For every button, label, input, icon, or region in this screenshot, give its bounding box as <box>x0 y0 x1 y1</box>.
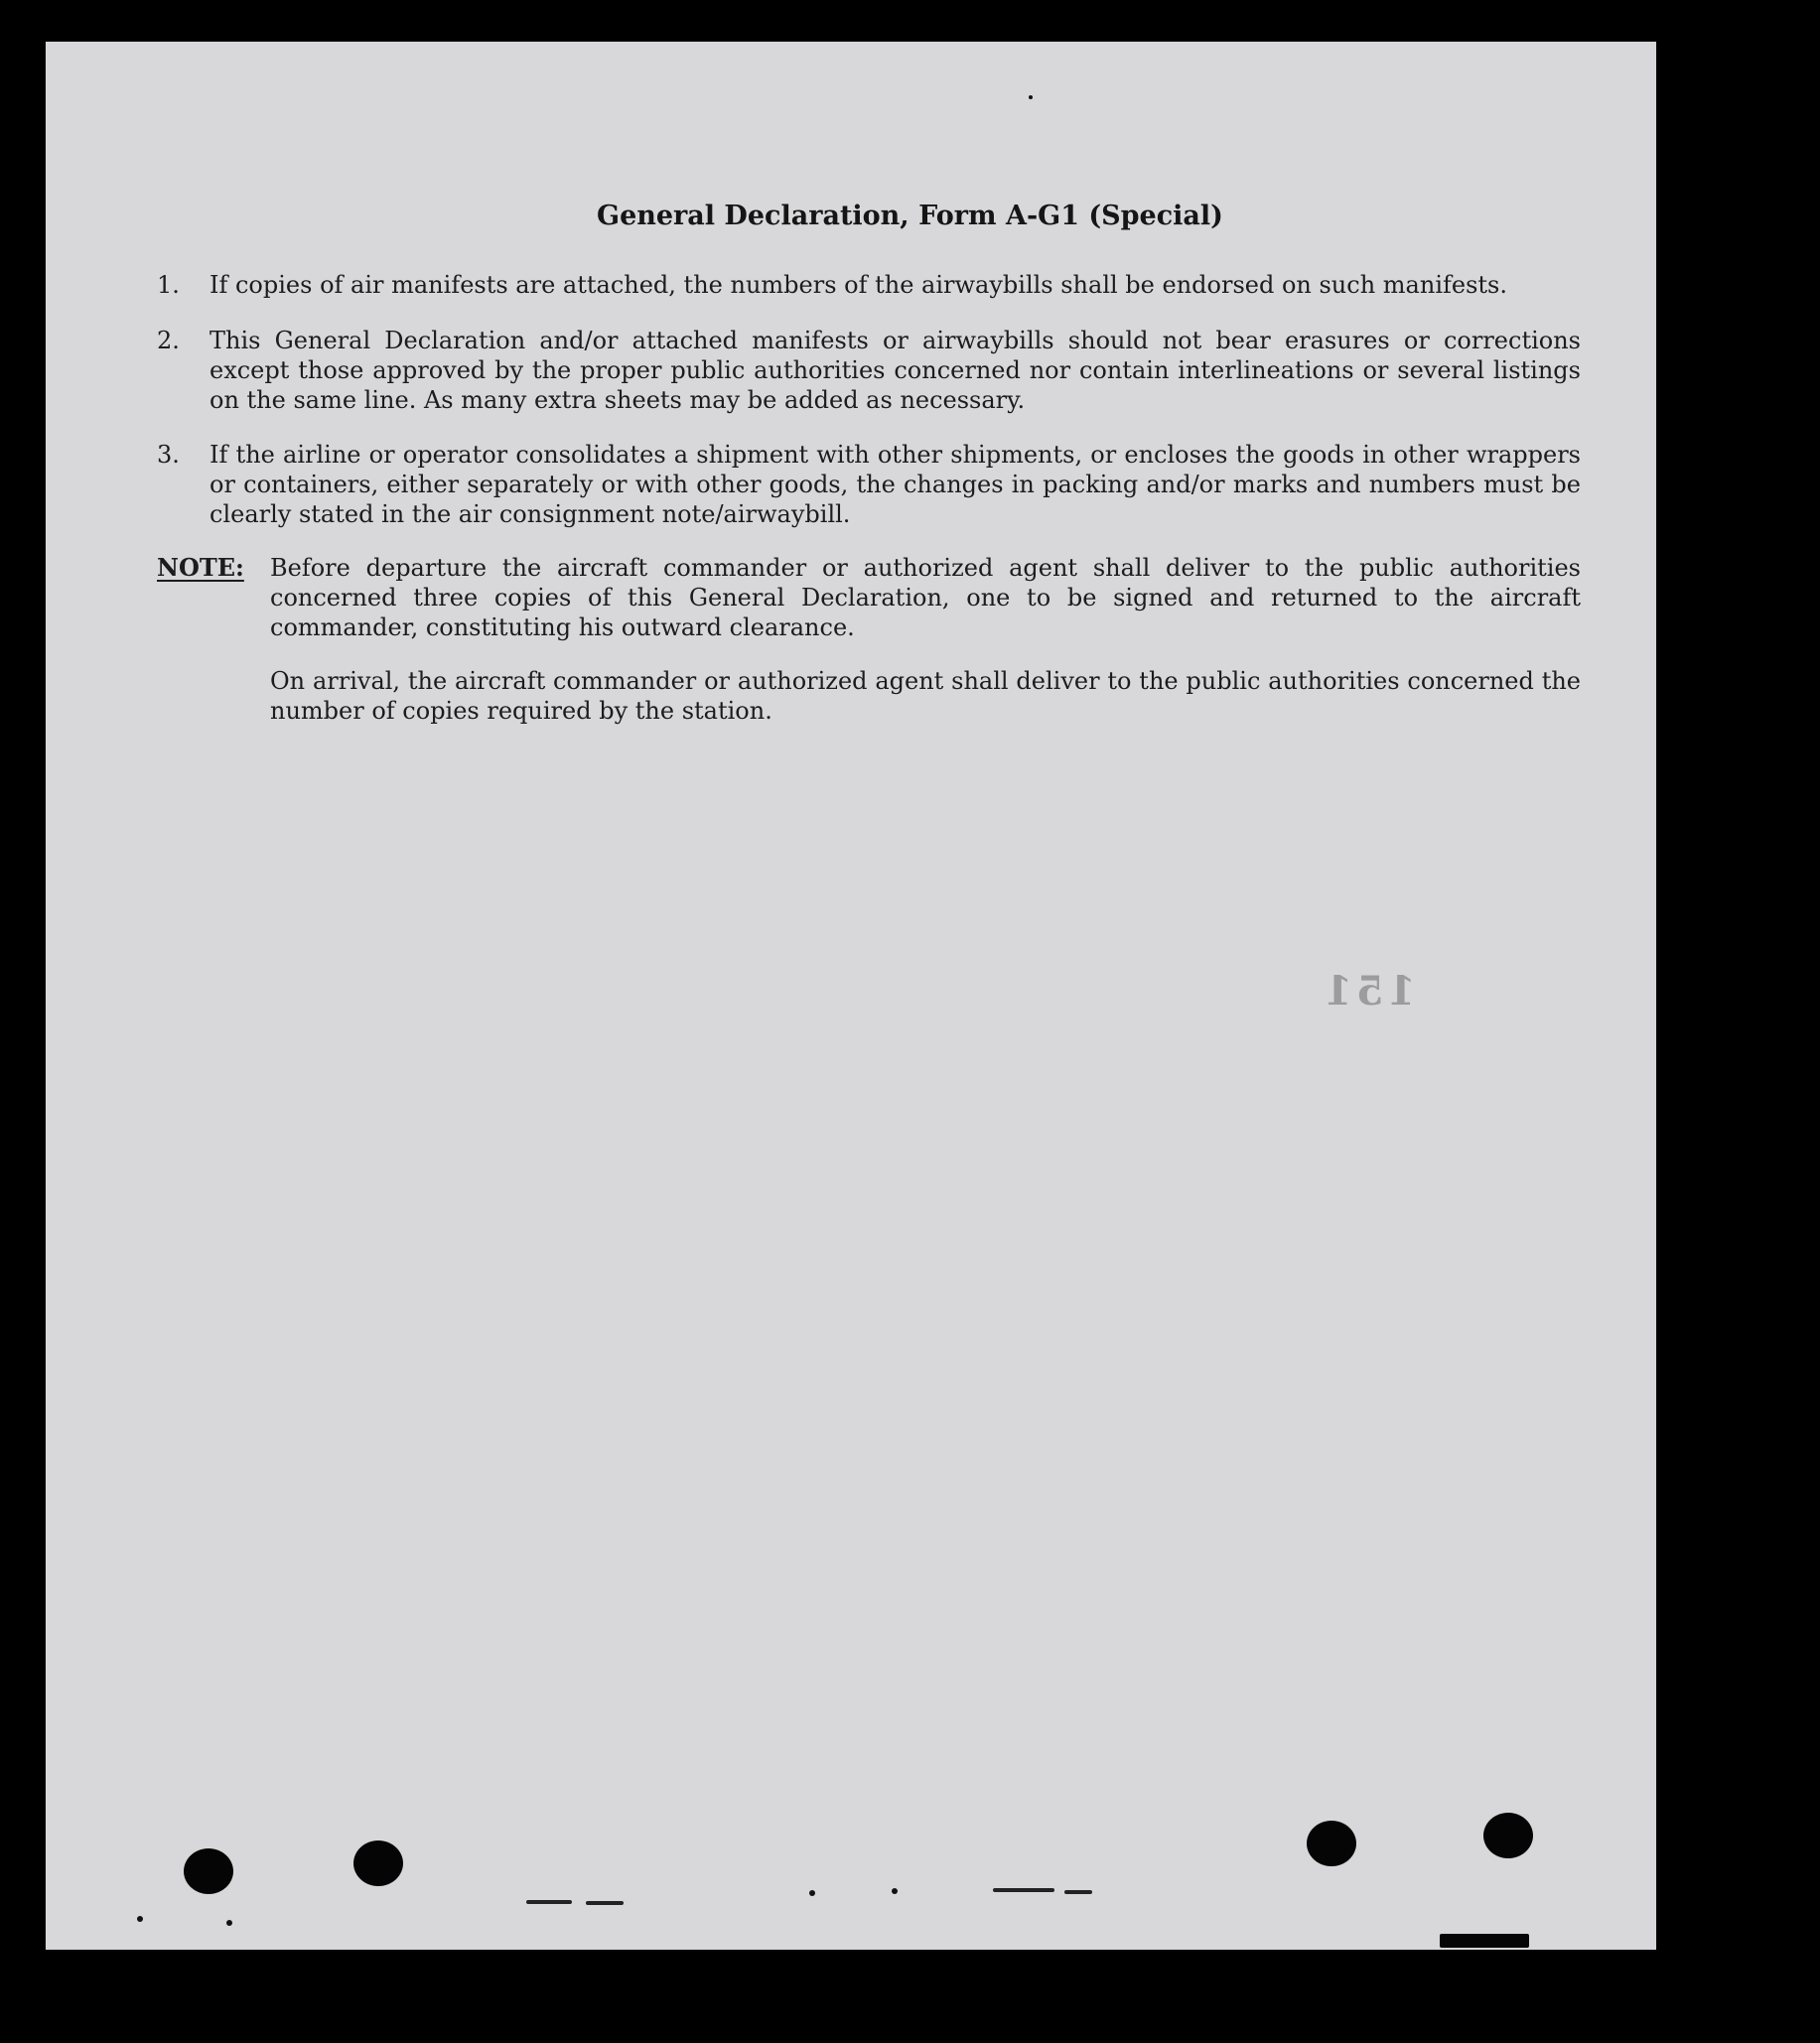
scan-mark <box>586 1901 624 1905</box>
list-item-number: 1. <box>157 271 180 299</box>
scan-speck <box>892 1888 898 1894</box>
list-item-3 <box>157 440 1581 529</box>
bleed-through-text: 151 <box>1321 968 1416 1015</box>
note-paragraph-1: Before departure the aircraft commander or authorized agent shall deliver to the public authorities concerned three copies of this General Declaration, one to be signed and returned to the aircraft commander, constituting his outward clearance. <box>270 554 1581 641</box>
scan-speck <box>226 1920 232 1926</box>
list-item-text: This General Declaration and/or attached manifests or airwaybills should not bear erasures or corrections except those approved by the proper public authorities concerned nor contain interlineations or several listings on the same line. As many extra sheets may be added as necessary. <box>210 327 1581 414</box>
scan-speck <box>809 1890 815 1896</box>
list-item-number: 3. <box>157 441 180 469</box>
punch-hole-icon <box>1483 1813 1533 1858</box>
scan-mark <box>526 1900 572 1904</box>
list-item-text: If the airline or operator consolidates a shipment with other shipments, or encloses the goods in other wrappers or containers, either separately or with other goods, the changes in packing and/or marks and numbers must be clearly stated in the air consignment note/airwaybill. <box>210 441 1581 528</box>
list-item-2 <box>157 326 1581 415</box>
list-item-1 <box>157 270 1581 300</box>
punch-hole-icon <box>353 1840 403 1886</box>
list-item-number: 2. <box>157 327 180 354</box>
scan-speck <box>1029 95 1033 99</box>
list-item-text: If copies of air manifests are attached, the numbers of the airwaybills shall be endorsed on such manifests. <box>210 271 1507 299</box>
page-title: General Declaration, Form A-G1 (Special) <box>597 201 1223 231</box>
punch-hole-icon <box>1307 1821 1356 1866</box>
note-label: NOTE: <box>157 553 244 582</box>
punch-hole-icon <box>184 1848 233 1894</box>
scan-speck <box>137 1916 143 1922</box>
scan-mark <box>1440 1934 1529 1948</box>
note-section <box>157 553 1581 726</box>
note-paragraph-2: On arrival, the aircraft commander or authorized agent shall deliver to the public authorities concerned the number of copies required by the station. <box>270 667 1581 725</box>
scan-mark <box>1064 1890 1092 1894</box>
scan-mark <box>993 1888 1054 1892</box>
